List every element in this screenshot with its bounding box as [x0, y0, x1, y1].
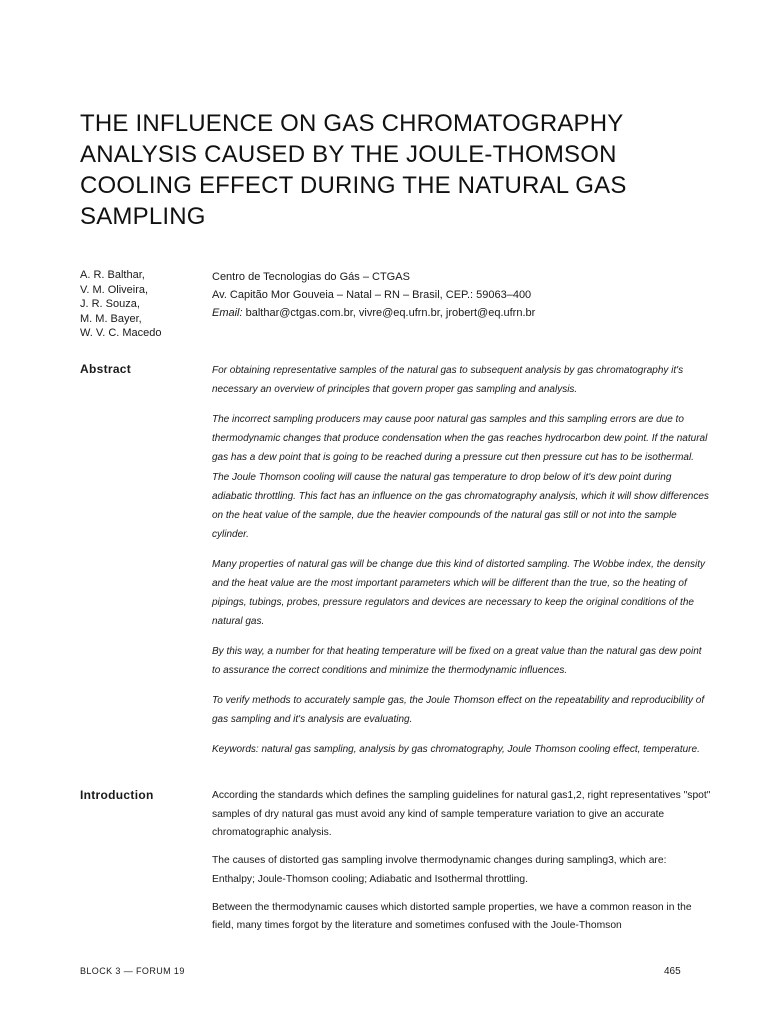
- email-line: [212, 304, 712, 322]
- abstract-paragraph: For obtaining representative samples of the natural gas to subsequent analysis by gas chromatography it's necessary an overview of principles that govern proper gas sampling and analysis.: [212, 365, 684, 396]
- paper-title: [80, 108, 680, 232]
- abstract-paragraph: Many properties of natural gas will be change due this kind of distorted sampling. The Wobbe index, the density and the heat value are the most important parameters which will be different than the true, so the heating of pipings, tubings, probes, pressure regulators and devices are necessary to keep the original conditions of the natural gas.: [212, 558, 706, 628]
- abstract-body: [212, 361, 712, 770]
- title-line: THE INFLUENCE ON GAS CHROMATOGRAPHY: [80, 110, 624, 137]
- abstract-paragraph: To verify methods to accurately sample gas, the Joule Thomson effect on the repeatability and reproducibility of gas sampling and it's analysis are evaluating.: [212, 695, 705, 726]
- affiliation-block: [212, 268, 712, 322]
- introduction-body: [212, 787, 712, 945]
- title-line: COOLING EFFECT DURING THE NATURAL GAS: [80, 172, 627, 199]
- author-name: M. M. Bayer,: [80, 312, 142, 325]
- introduction-heading: Introduction: [80, 788, 154, 802]
- institution-address: Av. Capitão Mor Gouveia – Natal – RN – Brasil, CEP.: 59063–400: [212, 289, 532, 301]
- page-number: 465: [664, 966, 681, 977]
- email-addresses: balthar@ctgas.com.br, vivre@eq.ufrn.br, jrobert@eq.ufrn.br: [242, 307, 536, 319]
- institution-name: Centro de Tecnologias do Gás – CTGAS: [212, 271, 410, 283]
- email-label: Email:: [212, 307, 243, 319]
- author-name: J. R. Souza,: [80, 298, 140, 310]
- author-name: W. V. C. Macedo: [80, 327, 162, 339]
- introduction-paragraph: The causes of distorted gas sampling involve thermodynamic changes during sampling3, which are: Enthalpy; Joule-Thomson cooling; Adiabatic and Isothermal throttling.: [212, 855, 667, 885]
- introduction-paragraph: According the standards which defines the sampling guidelines for natural gas1,2, right representatives "spot" samples of dry natural gas must avoid any kind of sample temperature variation to give an accurate chromatographic analysis.: [212, 790, 711, 839]
- title-line: SAMPLING: [80, 203, 206, 230]
- abstract-paragraph: The incorrect sampling producers may cause poor natural gas samples and this sampling errors are due to thermodynamic changes that produce condensation when the gas reaches hydrocarbon dew point. If the natural gas has a dew point that is going to be reached during a pressure cut then pressure cut has to be isothermal. The Joule Thomson cooling will cause the natural gas temperature to drop below of it's dew point during adiabatic throttling. This fact has an influence on the gas chromatography analysis, which it will show differences on the heat value of the sample, due the heavier compounds of the natural gas still or not into the sample cylinder.: [212, 413, 709, 541]
- abstract-paragraph: By this way, a number for that heating temperature will be fixed on a great value than the natural gas dew point to assurance the correct conditions and minimize the thermodynamic influences.: [212, 646, 702, 677]
- footer-block-label: BLOCK 3 — FORUM 19: [80, 966, 185, 976]
- keywords-paragraph: Keywords: natural gas sampling, analysis by gas chromatography, Joule Thomson cooling effect, temperature.: [212, 743, 700, 755]
- author-name: V. M. Oliveira,: [80, 283, 149, 296]
- author-name: A. R. Balthar,: [80, 269, 145, 281]
- introduction-paragraph: Between the thermodynamic causes which distorted sample properties, we have a common reason in the field, many times forgot by the literature and sometimes confused with the Joule-Thomson: [212, 901, 692, 932]
- abstract-heading: Abstract: [80, 362, 132, 376]
- author-list: [80, 268, 210, 341]
- title-line: ANALYSIS CAUSED BY THE JOULE-THOMSON: [80, 141, 617, 168]
